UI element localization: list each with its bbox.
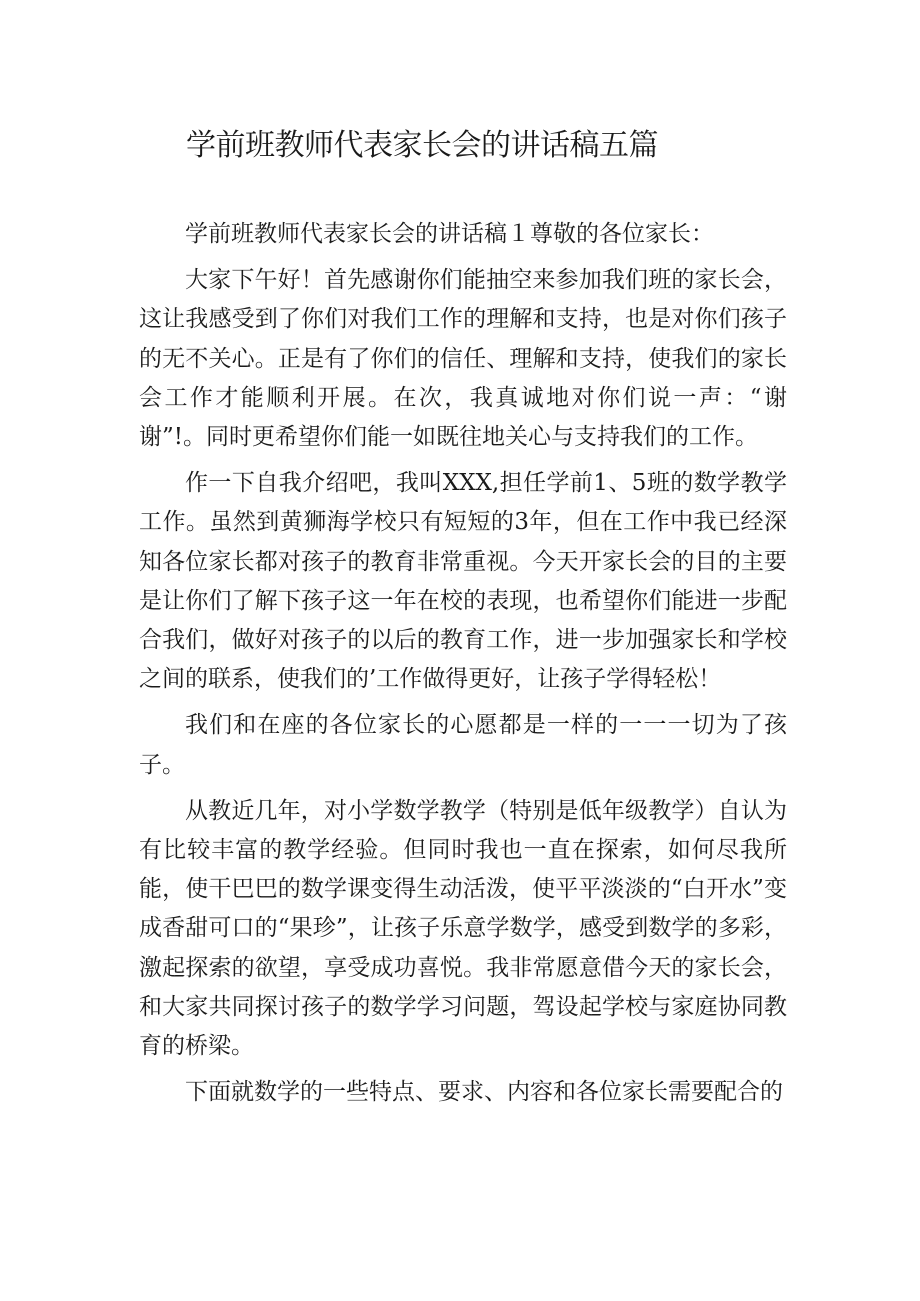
paragraph-greeting: 大家下午好！首先感谢你们能抽空来参加我们班的家长会，这让我感受到了你们对我们工作的理解和支持，也是对你们孩子的无不关心。正是有了你们的信任、理解和支持，使我们的家长会工作才能顺利开展。在次，我真诚地对你们说一声：“谢谢”!。同时更希望你们能一如既往地关心与支持我们的工作。 [139,267,787,451]
paragraph-teaching-experience: 从教近几年，对小学数学教学（特别是低年级教学）自认为有比较丰富的教学经验。但同时我也一直在探索，如何尽我所能，使干巴巴的数学课变得生动活泼，使平平淡淡的“白开水”变成香甜可口的“果珍”，让孩子乐意学数学，感受到数学的多彩，激起探索的欲望，享受成功喜悦。我非常愿意借今天的家长会，和大家共同探讨孩子的数学学习问题，驾设起学校与家庭协同教育的桥梁。 [139,797,787,1060]
document-body [139,215,787,1119]
paragraph-intro: 学前班教师代表家长会的讲话稿１尊敬的各位家长： [185,221,714,247]
paragraph-math-overview: 下面就数学的一些特点、要求、内容和各位家长需要配合的 [185,1079,783,1106]
paragraph-shared-wish: 我们和在座的各位家长的心愿都是一样的一一一切为了孩子。 [139,712,787,778]
paragraph-self-introduction: 作一下自我介绍吧，我叫XXX,担任学前1、5班的数学教学工作。虽然到黄狮海学校只有短短的3年，但在工作中我已经深知各位家长都对孩子的教育非常重视。今天开家长会的目的主要是让你们了解下孩子这一年在校的表现，也希望你们能进一步配合我们，做好对孩子的以后的教育工作，进一步加强家长和学校之间的联系，使我们的’工作做得更好，让孩子学得轻松！ [139,470,787,693]
document-title: 学前班教师代表家长会的讲话稿五篇 [186,128,658,163]
